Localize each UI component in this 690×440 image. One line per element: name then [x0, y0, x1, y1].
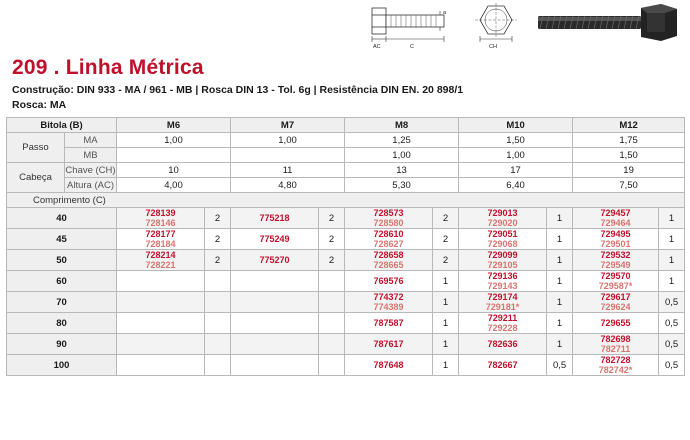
quantity-cell: 2	[205, 208, 231, 229]
quantity-cell: 2	[319, 208, 345, 229]
code-cell	[231, 271, 319, 292]
chave-m7: 11	[231, 163, 345, 178]
header-col-m12: M12	[573, 118, 685, 133]
passo-ma-m7: 1,00	[231, 133, 345, 148]
quantity-cell: 2	[433, 229, 459, 250]
label-comprimento: Comprimento (C)	[7, 193, 685, 208]
quantity-cell: 1	[433, 271, 459, 292]
header-col-m7: M7	[231, 118, 345, 133]
passo-ma-m6: 1,00	[117, 133, 231, 148]
quantity-cell: 2	[433, 250, 459, 271]
code-primary: 728214	[145, 250, 176, 260]
code-primary: 782667	[487, 360, 518, 370]
code-secondary: 729464	[600, 218, 631, 228]
code-secondary: 728146	[145, 218, 176, 228]
quantity-cell	[319, 313, 345, 334]
quantity-cell: 1	[433, 313, 459, 334]
code-secondary: 774389	[373, 302, 404, 312]
code-primary: 782698	[600, 334, 631, 344]
code-cell	[231, 208, 319, 229]
code-secondary: 729624	[600, 302, 631, 312]
quantity-cell: 1	[433, 355, 459, 376]
code-cell	[117, 208, 205, 229]
altura-m8: 5,30	[345, 178, 459, 193]
quantity-cell: 1	[433, 334, 459, 355]
label-mb: MB	[65, 148, 117, 163]
code-primary: 775249	[259, 234, 290, 244]
table-row	[7, 208, 685, 229]
header-col-m8: M8	[345, 118, 459, 133]
row-length-90: 90	[7, 334, 117, 355]
label-passo: Passo	[7, 133, 65, 163]
title-block	[0, 56, 690, 111]
quantity-cell: 2	[319, 250, 345, 271]
code-cell	[345, 334, 433, 355]
code-cell	[459, 292, 547, 313]
code-primary: 787587	[373, 318, 404, 328]
row-length-70: 70	[7, 292, 117, 313]
row-length-45: 45	[7, 229, 117, 250]
code-primary: 728658	[373, 250, 404, 260]
quantity-cell: 0,5	[659, 355, 685, 376]
code-cell	[117, 334, 205, 355]
code-secondary: 729587*	[598, 281, 633, 291]
code-secondary: 729068	[487, 239, 518, 249]
code-secondary: 728580	[373, 218, 404, 228]
row-length-80: 80	[7, 313, 117, 334]
quantity-cell: 1	[547, 271, 573, 292]
code-primary: 769576	[373, 276, 404, 286]
row-length-60: 60	[7, 271, 117, 292]
quantity-cell	[205, 292, 231, 313]
quantity-cell: 0,5	[659, 334, 685, 355]
code-secondary: 729181*	[485, 302, 520, 312]
quantity-cell: 0,5	[547, 355, 573, 376]
table-row	[7, 355, 685, 376]
passo-mb-m7	[231, 148, 345, 163]
header-illustration	[0, 0, 690, 52]
code-cell	[345, 355, 433, 376]
quantity-cell: 2	[433, 208, 459, 229]
code-cell	[231, 334, 319, 355]
chave-m6: 10	[117, 163, 231, 178]
row-comprimento-band	[7, 193, 685, 208]
code-cell	[573, 334, 659, 355]
quantity-cell: 1	[547, 208, 573, 229]
quantity-cell: 0,5	[659, 313, 685, 334]
code-primary: 775270	[259, 255, 290, 265]
code-primary: 782636	[487, 339, 518, 349]
passo-mb-m8: 1,00	[345, 148, 459, 163]
table-row	[7, 313, 685, 334]
construction-line: Construção: DIN 933 - MA / 961 - MB | Rosca DIN 13 - Tol. 6g | Resistência DIN EN. 20 898/1	[12, 84, 464, 96]
code-secondary: 729143	[487, 281, 518, 291]
code-cell	[459, 313, 547, 334]
code-primary: 729570	[600, 271, 631, 281]
altura-m7: 4,80	[231, 178, 345, 193]
table-header-row	[7, 118, 685, 133]
code-cell	[231, 229, 319, 250]
chave-m12: 19	[573, 163, 685, 178]
code-cell	[459, 250, 547, 271]
code-primary: 729136	[487, 271, 518, 281]
code-cell	[573, 355, 659, 376]
quantity-cell: 1	[547, 250, 573, 271]
code-primary: 729051	[487, 229, 518, 239]
quantity-cell: 1	[547, 229, 573, 250]
quantity-cell: 0,5	[659, 292, 685, 313]
code-primary: 729617	[600, 292, 631, 302]
code-cell	[459, 334, 547, 355]
code-primary: 774372	[373, 292, 404, 302]
table-row	[7, 334, 685, 355]
quantity-cell	[319, 292, 345, 313]
chave-m10: 17	[459, 163, 573, 178]
code-primary: 728139	[145, 208, 176, 218]
quantity-cell: 1	[547, 292, 573, 313]
code-primary: 787648	[373, 360, 404, 370]
row-passo-mb	[7, 148, 685, 163]
code-cell	[345, 250, 433, 271]
code-primary: 729457	[600, 208, 631, 218]
code-primary: 729532	[600, 250, 631, 260]
code-secondary: 728184	[145, 239, 176, 249]
quantity-cell	[205, 313, 231, 334]
chave-m8: 13	[345, 163, 459, 178]
header-bitola: Bitola (B)	[7, 118, 117, 133]
code-primary: 782728	[600, 355, 631, 365]
altura-m6: 4,00	[117, 178, 231, 193]
quantity-cell	[205, 355, 231, 376]
row-length-50: 50	[7, 250, 117, 271]
code-primary: 775218	[259, 213, 290, 223]
table-row	[7, 271, 685, 292]
altura-m10: 6,40	[459, 178, 573, 193]
passo-mb-m6	[117, 148, 231, 163]
code-cell	[231, 313, 319, 334]
dim-label-c: C	[410, 44, 414, 50]
quantity-cell: 1	[659, 208, 685, 229]
label-chave: Chave (CH)	[65, 164, 116, 176]
passo-mb-m10: 1,00	[459, 148, 573, 163]
thread-line: Rosca: MA	[12, 99, 67, 111]
dim-label-ch: CH	[489, 44, 497, 50]
code-primary: 728573	[373, 208, 404, 218]
header-col-m10: M10	[459, 118, 573, 133]
dim-label-a: a	[443, 10, 447, 16]
code-cell	[117, 313, 205, 334]
code-primary: 728177	[145, 229, 176, 239]
page-title: 209 . Linha Métrica	[12, 56, 204, 79]
code-cell	[117, 355, 205, 376]
code-cell	[345, 208, 433, 229]
dim-label-ac: AC	[373, 44, 381, 50]
code-secondary: 729501	[600, 239, 631, 249]
code-secondary: 729105	[487, 260, 518, 270]
code-primary: 729174	[487, 292, 518, 302]
code-cell	[117, 250, 205, 271]
code-cell	[117, 271, 205, 292]
quantity-cell	[205, 271, 231, 292]
passo-ma-m10: 1,50	[459, 133, 573, 148]
quantity-cell: 2	[205, 250, 231, 271]
quantity-cell	[319, 271, 345, 292]
code-secondary: 729549	[600, 260, 631, 270]
code-cell	[573, 292, 659, 313]
label-altura: Altura (AC)	[65, 178, 117, 193]
code-secondary: 729228	[487, 323, 518, 333]
code-cell	[345, 271, 433, 292]
quantity-cell: 1	[433, 292, 459, 313]
passo-ma-m8: 1,25	[345, 133, 459, 148]
row-passo-ma	[7, 133, 685, 148]
label-ma: MA	[65, 133, 117, 148]
code-primary: 729099	[487, 250, 518, 260]
code-cell	[231, 250, 319, 271]
code-cell	[345, 292, 433, 313]
quantity-cell: 2	[205, 229, 231, 250]
code-primary: 729495	[600, 229, 631, 239]
code-cell	[231, 292, 319, 313]
quantity-cell	[319, 355, 345, 376]
table-row	[7, 250, 685, 271]
code-primary: 729013	[487, 208, 518, 218]
label-cabeca: Cabeça	[7, 163, 65, 193]
table-row	[7, 292, 685, 313]
table-row	[7, 229, 685, 250]
code-secondary: 728665	[373, 260, 404, 270]
code-cell	[345, 229, 433, 250]
code-primary: 729211	[487, 313, 518, 323]
specification-table	[6, 117, 685, 376]
quantity-cell: 2	[319, 229, 345, 250]
code-cell	[459, 355, 547, 376]
code-cell	[345, 313, 433, 334]
row-chave	[7, 163, 685, 178]
quantity-cell: 1	[659, 271, 685, 292]
code-primary: 787617	[373, 339, 404, 349]
quantity-cell: 1	[547, 334, 573, 355]
code-secondary: 782711	[600, 344, 631, 354]
row-length-100: 100	[7, 355, 117, 376]
passo-mb-m12: 1,50	[573, 148, 685, 163]
code-cell	[573, 271, 659, 292]
code-secondary: 782742*	[598, 365, 633, 375]
code-cell	[573, 313, 659, 334]
code-cell	[117, 292, 205, 313]
quantity-cell: 1	[547, 313, 573, 334]
code-cell	[459, 208, 547, 229]
row-altura	[7, 178, 685, 193]
code-cell	[573, 250, 659, 271]
quantity-cell	[319, 334, 345, 355]
code-primary: 728610	[373, 229, 404, 239]
altura-m12: 7,50	[573, 178, 685, 193]
code-cell	[573, 229, 659, 250]
quantity-cell: 1	[659, 250, 685, 271]
bolt-technical-drawing	[355, 2, 685, 52]
quantity-cell	[205, 334, 231, 355]
header-col-m6: M6	[117, 118, 231, 133]
quantity-cell: 1	[659, 229, 685, 250]
code-cell	[459, 271, 547, 292]
code-primary: 729655	[600, 318, 631, 328]
code-secondary: 728221	[145, 260, 176, 270]
code-cell	[573, 208, 659, 229]
code-secondary: 728627	[373, 239, 404, 249]
passo-ma-m12: 1,75	[573, 133, 685, 148]
code-cell	[231, 355, 319, 376]
code-cell	[117, 229, 205, 250]
row-length-40: 40	[7, 208, 117, 229]
code-cell	[459, 229, 547, 250]
code-secondary: 729020	[487, 218, 518, 228]
